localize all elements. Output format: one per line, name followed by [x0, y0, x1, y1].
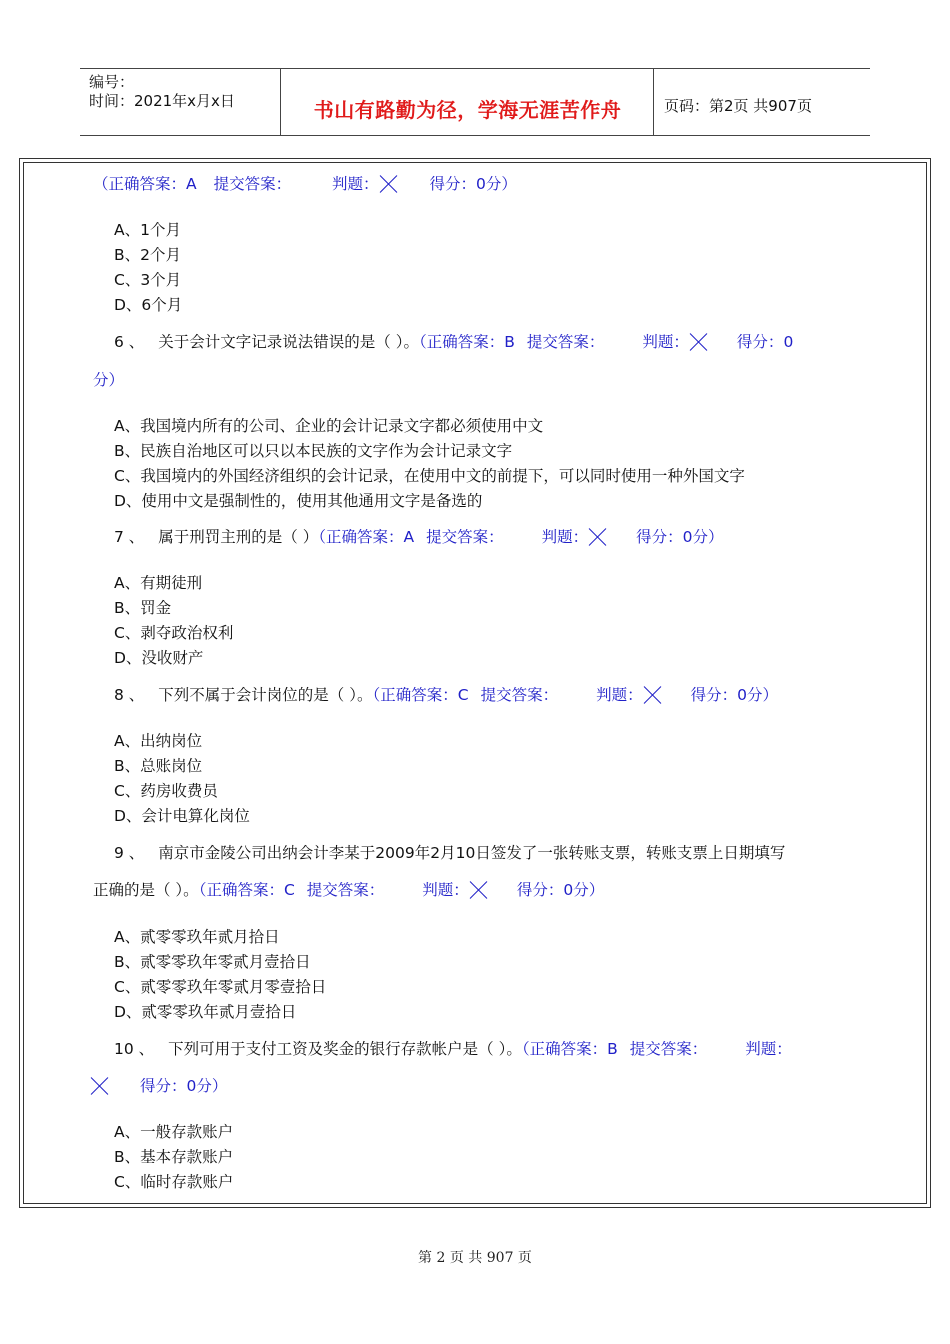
- question-text-cont: 正确的是（ ）。: [93, 881, 199, 899]
- option-item: A、贰零零玖年贰月拾日: [114, 928, 280, 946]
- serial-label: 编号：: [89, 73, 135, 91]
- option-item: B、贰零零玖年零贰月壹拾日: [114, 953, 311, 971]
- score-label: 得分：: [736, 333, 784, 351]
- wrong-x-icon: [379, 174, 399, 192]
- date-line: 时间：2021年x月x日: [89, 92, 235, 110]
- document-header: [80, 68, 870, 136]
- option-item: D、使用中文是强制性的，使用其他通用文字是备选的: [114, 492, 483, 510]
- correct-prefix: （正确答案：: [93, 175, 187, 193]
- option-item: C、3个月: [114, 271, 182, 289]
- option-item: C、剥夺政治权利: [114, 624, 234, 642]
- option-item: B、基本存款账户: [114, 1148, 234, 1166]
- submitted-label: 提交答案：: [526, 333, 605, 351]
- option-item: A、有期徒刑: [114, 574, 203, 592]
- question-10-stem: [114, 1039, 792, 1059]
- option-item: C、贰零零玖年零贰月零壹拾日: [114, 978, 327, 996]
- header-meta-cell: [80, 69, 281, 136]
- question-6-score-wrap: 分）: [93, 371, 125, 389]
- wrong-x-icon: [588, 527, 608, 545]
- question-10-result: [90, 1076, 227, 1096]
- submitted-label: 提交答案：: [426, 528, 504, 546]
- correct-answer: A: [186, 175, 197, 193]
- wrong-x-icon: [689, 332, 709, 350]
- question-9-stem: [114, 843, 785, 863]
- question-text: 关于会计文字记录说法错误的是（ ）。: [158, 333, 419, 351]
- score-label: 得分：: [516, 881, 564, 899]
- question-8-stem: [114, 685, 778, 705]
- judge-label: 判题：: [422, 881, 469, 899]
- correct-answer: C: [283, 881, 295, 899]
- judge-label: 判题：: [642, 333, 689, 351]
- correct-answer: B: [504, 333, 515, 351]
- option-item: B、2个月: [114, 246, 181, 264]
- option-item: D、会计电算化岗位: [114, 807, 250, 825]
- score-value: 0分）: [737, 686, 778, 704]
- score-label: 得分：: [429, 175, 476, 193]
- wrong-x-icon: [643, 685, 663, 703]
- score-label: 得分：: [690, 686, 738, 704]
- question-number: 9 、: [114, 844, 145, 862]
- judge-label: 判题：: [745, 1040, 792, 1058]
- question-7-stem: [114, 527, 724, 547]
- option-item: D、贰零零玖年贰月壹拾日: [114, 1003, 297, 1021]
- question-number: 7 、: [114, 528, 145, 546]
- header-page-cell: [654, 69, 870, 136]
- judge-label: 判题：: [332, 175, 379, 193]
- option-item: B、罚金: [114, 599, 172, 617]
- correct-answer: C: [457, 686, 469, 704]
- option-item: B、总账岗位: [114, 757, 203, 775]
- submitted-label: 提交答案：: [480, 686, 559, 704]
- correct-prefix: （正确答案：: [521, 1040, 608, 1058]
- option-item: A、出纳岗位: [114, 732, 203, 750]
- option-item: A、一般存款账户: [114, 1123, 234, 1141]
- motto: 书山有路勤为径，学海无涯苦作舟: [313, 98, 622, 122]
- correct-prefix: （正确答案：: [318, 528, 404, 546]
- question-number: 10 、: [114, 1040, 155, 1058]
- score-label: 得分：: [636, 528, 683, 546]
- option-item: C、我国境内的外国经济组织的会计记录，在使用中文的前提下，可以同时使用一种外国文字: [114, 467, 745, 485]
- option-item: A、我国境内所有的公司、企业的会计记录文字都必须使用中文: [114, 417, 544, 435]
- page-info: 页码：第2页 共907页: [664, 97, 812, 115]
- option-item: B、民族自治地区可以只以本民族的文字作为会计记录文字: [114, 442, 513, 460]
- score-label: 得分：: [140, 1077, 187, 1095]
- wrong-x-icon: [469, 880, 489, 898]
- judge-label: 判题：: [541, 528, 589, 546]
- score-value: 0分）: [682, 528, 724, 546]
- question-text: 下列可用于支付工资及奖金的银行存款帐户是（ ）。: [168, 1040, 522, 1058]
- option-item: C、临时存款账户: [114, 1173, 234, 1191]
- answer-line-q5: [93, 174, 517, 194]
- score-value: 0分）: [563, 881, 605, 899]
- submitted-label: 提交答案：: [306, 881, 385, 899]
- page-footer: 第 2 页 共 907 页: [418, 1250, 532, 1266]
- question-number: 6 、: [114, 333, 145, 351]
- option-item: D、6个月: [114, 296, 183, 314]
- question-number: 8 、: [114, 686, 145, 704]
- submitted-label: 提交答案：: [213, 175, 292, 193]
- question-text: 南京市金陵公司出纳会计李某于2009年2月10日签发了一张转账支票，转账支票上日期填写: [158, 844, 786, 862]
- option-item: A、1个月: [114, 221, 181, 239]
- correct-prefix: （正确答案：: [198, 881, 284, 899]
- correct-prefix: （正确答案：: [418, 333, 505, 351]
- question-9-stem-line2: [93, 880, 604, 900]
- option-item: C、药房收费员: [114, 782, 218, 800]
- correct-answer: B: [607, 1040, 618, 1058]
- question-text: 下列不属于会计岗位的是（ ）。: [158, 686, 373, 704]
- question-text: 属于刑罚主刑的是（ ）: [158, 528, 319, 546]
- correct-prefix: （正确答案：: [372, 686, 458, 704]
- question-6-stem: 6 、 关于会计文字记录说法错误的是（ ）。（正确答案：B 提交答案： 判题： 得分：0: [114, 333, 794, 351]
- judge-label: 判题：: [596, 686, 643, 704]
- score-value: 0分）: [475, 175, 517, 193]
- wrong-x-icon: [90, 1076, 110, 1094]
- score-value: 0分）: [186, 1077, 228, 1095]
- correct-answer: A: [403, 528, 415, 546]
- option-item: D、没收财产: [114, 649, 204, 667]
- submitted-label: 提交答案：: [629, 1040, 708, 1058]
- header-motto-cell: [281, 69, 654, 136]
